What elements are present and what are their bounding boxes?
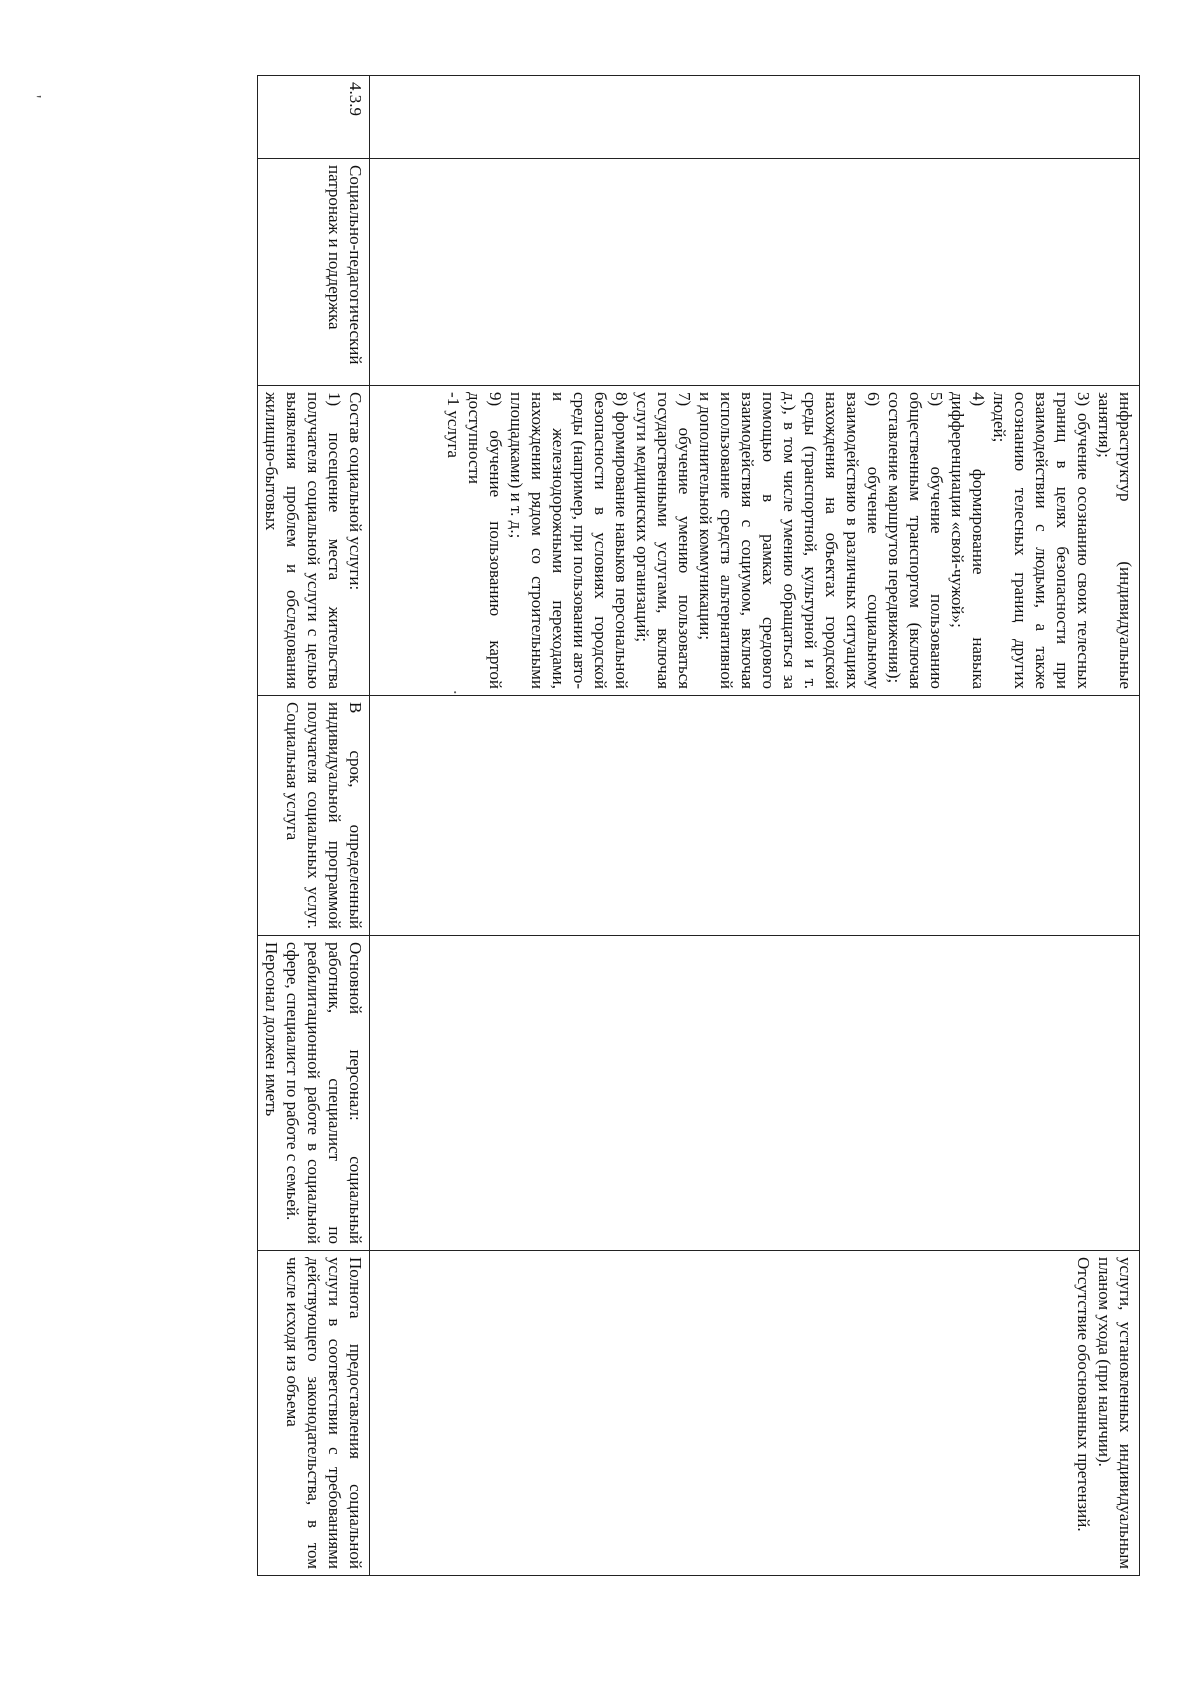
cell-quality: Полнота предоставления социальной услуги в соответствии с требованиями действующего законодательства, в том числе исходя из объема (258, 1251, 370, 1576)
table-row (258, 76, 370, 1576)
cell-number (370, 76, 1140, 159)
table-row (370, 76, 1140, 1576)
composition-line: 3) обучение осознанию своих телесных границ в целях безопасности при взаимодействии с людьми, а также осознанию телесных границ других людей; (990, 392, 1093, 689)
composition-line: 6) обучение социальному взаимодействию в различных ситуациях нахождения на объектах городской среды (транспортной, культурной и т. д.), в том числе умению обращаться за помощью в рамках средового взаимодействия с социумом, включая использование средств альтернативной и дополнительной коммуникации; (696, 392, 883, 689)
composition-line: 5) обучение пользованию общественным транспортом (включая составление маршрутов передвижения); (885, 392, 946, 689)
cell-name: Социально-педагогический патронаж и поддержка (258, 159, 370, 386)
conditions-line: Персонал должен иметь (262, 942, 281, 1117)
scan-dot: . (450, 690, 470, 695)
quality-line: Отсутствие обоснованных претензий. (1074, 1257, 1093, 1532)
quality-line: услуги, установленных индивидуальным планом ухода (при наличии). (1095, 1257, 1135, 1569)
composition-line: -1 услуга (444, 392, 463, 458)
cell-term (370, 696, 1140, 936)
composition-line: 8) формирование навыков персональной безопасности в условиях городской среды (например, при пользовании авто- и железнодорожными переходами, нахождении рядом со строительными площадками) и т. д.; (507, 392, 631, 689)
cell-name (370, 159, 1140, 386)
services-table (257, 75, 1140, 1576)
composition-line: 9) обучение пользованию картой доступности (465, 392, 505, 689)
composition-line: Состав социальной услуги: (346, 392, 365, 591)
cell-term: В срок, определенный индивидуальной программой получателя социальных услуг. Социальная услуга (258, 696, 370, 936)
scan-mark: ' (25, 95, 45, 99)
composition-line: 4) формирование навыка дифференциации «свой-чужой»; (948, 392, 988, 689)
cell-number: 4.3.9 (258, 76, 370, 159)
conditions-line: Основной персонал: социальный работник, специалист по реабилитационной работе в социальной сфере, специалист по работе с семьей. (283, 942, 365, 1244)
composition-line: 1) посещение места жительства получателя социальной услуги с целью выявления проблем и обследования жилищно-бытовых (262, 392, 344, 689)
composition-line: инфраструктур (индивидуальные занятия); (1095, 392, 1135, 689)
cell-conditions (370, 936, 1140, 1251)
composition-line: 7) обучение умению пользоваться государственными услугами, включая услуги медицинских организаций; (633, 392, 694, 689)
cell-conditions (258, 936, 370, 1251)
cell-quality (370, 1251, 1140, 1576)
cell-composition (370, 386, 1140, 696)
cell-composition (258, 386, 370, 696)
